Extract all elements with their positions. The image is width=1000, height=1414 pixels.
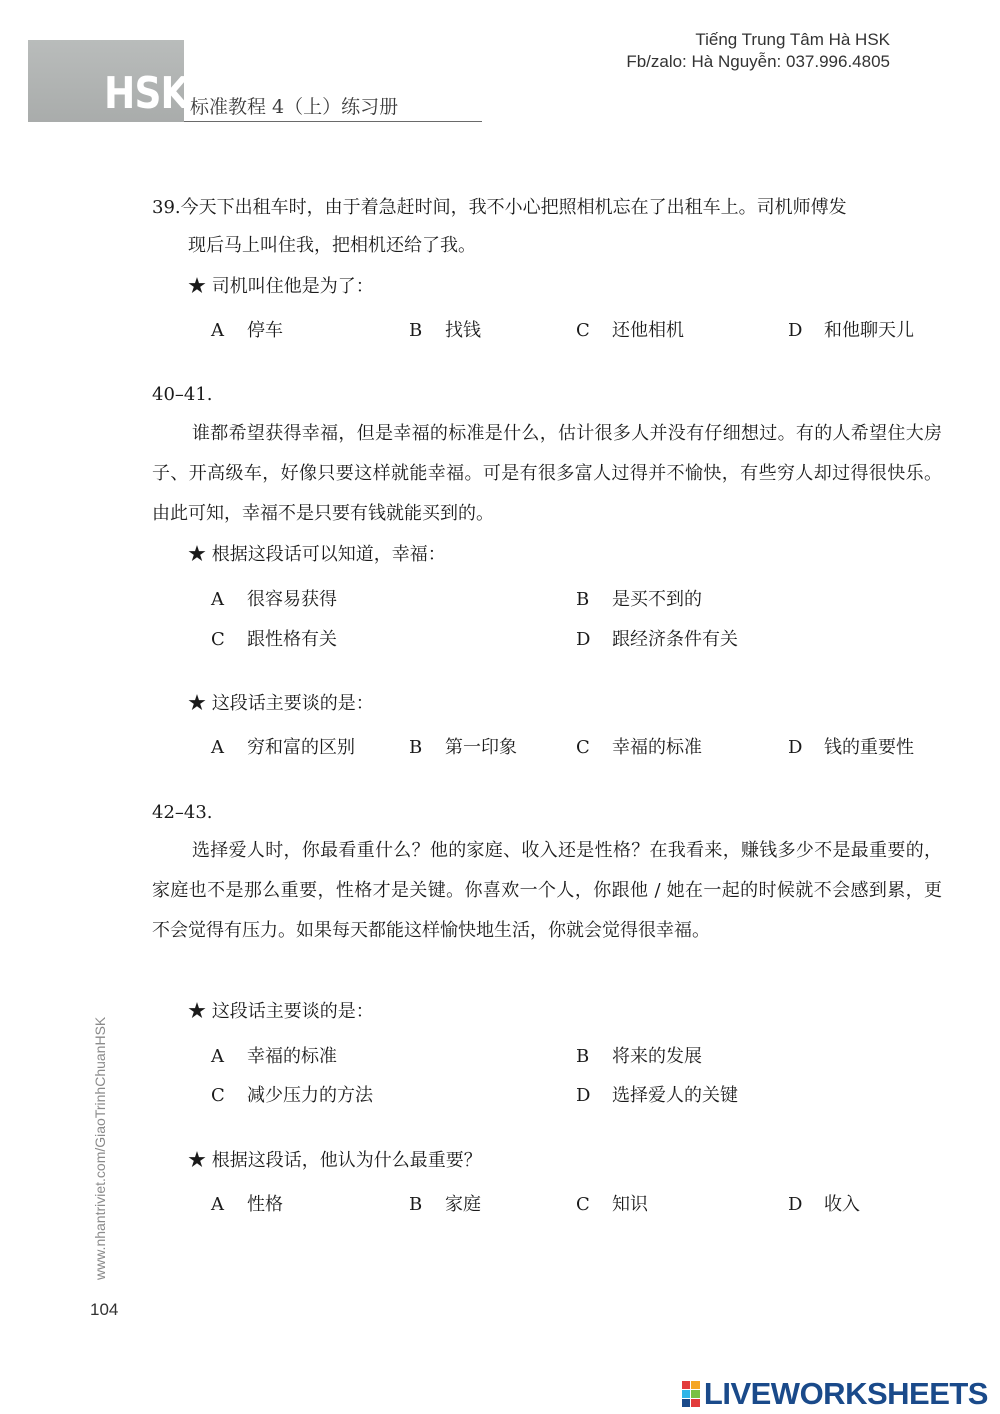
option-text: 第一印象	[445, 737, 517, 758]
q42-option-c[interactable]	[211, 1081, 373, 1107]
option-text: 性格	[247, 1194, 283, 1215]
option-letter: B	[409, 1194, 423, 1215]
option-text: 幸福的标准	[612, 737, 702, 758]
option-text: 和他聊天儿	[824, 320, 914, 341]
liveworksheets-logo-icon	[682, 1381, 700, 1407]
option-text: 找钱	[445, 320, 481, 341]
q39-number: 39.	[152, 197, 181, 218]
option-text: 知识	[612, 1194, 648, 1215]
option-letter: C	[211, 1085, 225, 1106]
q43-option-c[interactable]	[576, 1190, 648, 1216]
q40-option-c[interactable]	[211, 625, 337, 651]
hsk-logo: HSK	[104, 68, 189, 119]
q43-option-d[interactable]	[788, 1190, 860, 1216]
option-letter: B	[576, 589, 590, 610]
option-letter: A	[211, 737, 224, 758]
side-url: www.nhantriviet.com/GiaoTrinhChuanHSK	[92, 1016, 108, 1280]
q40-41-passage: 谁都希望获得幸福，但是幸福的标准是什么，估计很多人并没有仔细想过。有的人希望住大房子、开高级车，好像只要这样就能幸福。可是有很多富人过得并不愉快，有些穷人却过得很快乐。由此可知，幸福不是只要有钱就能买到的。	[152, 423, 942, 524]
option-letter: D	[788, 320, 803, 341]
option-text: 收入	[824, 1194, 860, 1215]
liveworksheets-watermark	[682, 1376, 988, 1412]
header-rule	[184, 121, 482, 122]
option-letter: C	[576, 1194, 590, 1215]
watermark-text: LIVEWORKSHEETS	[703, 1376, 988, 1411]
option-letter: A	[211, 1194, 224, 1215]
option-letter: A	[211, 320, 224, 341]
q42-question: ★ 这段话主要谈的是：	[188, 1001, 374, 1022]
option-letter: A	[211, 589, 224, 610]
option-letter: C	[576, 737, 590, 758]
q39-line1	[152, 198, 847, 218]
option-text: 家庭	[445, 1194, 481, 1215]
option-letter: B	[576, 1046, 590, 1067]
q40-question: ★ 根据这段话可以知道，幸福：	[188, 544, 446, 565]
q40-41-number: 40–41.	[152, 384, 213, 405]
q41-option-a[interactable]	[211, 733, 355, 759]
q39-option-a[interactable]	[211, 316, 283, 342]
q39-option-c[interactable]	[576, 316, 684, 342]
option-text: 很容易获得	[247, 589, 337, 610]
q42-option-d[interactable]	[576, 1081, 738, 1107]
q39-text-line2: 现后马上叫住我，把相机还给了我。	[188, 235, 476, 256]
option-text: 跟经济条件有关	[612, 629, 738, 650]
q41-option-d[interactable]	[788, 733, 914, 759]
option-letter: B	[409, 737, 423, 758]
book-title: 标准教程 4（上）练习册	[190, 96, 399, 118]
option-letter: D	[576, 629, 591, 650]
q41-option-b[interactable]	[409, 733, 517, 759]
q42-43-number: 42–43.	[152, 802, 213, 823]
option-letter: C	[576, 320, 590, 341]
option-letter: D	[788, 737, 803, 758]
q39-option-d[interactable]	[788, 316, 914, 342]
q40-option-a[interactable]	[211, 585, 337, 611]
q43-option-b[interactable]	[409, 1190, 481, 1216]
option-text: 将来的发展	[612, 1046, 702, 1067]
option-text: 停车	[247, 320, 283, 341]
brand-name: Tiếng Trung Tâm Hà HSK	[695, 30, 890, 49]
page-number: 104	[90, 1300, 119, 1319]
option-text: 穷和富的区别	[247, 737, 355, 758]
q40-option-b[interactable]	[576, 585, 702, 611]
option-text: 选择爱人的关键	[612, 1085, 738, 1106]
q42-option-b[interactable]	[576, 1042, 702, 1068]
option-text: 跟性格有关	[247, 629, 337, 650]
brand-contact: Fb/zalo: Hà Nguyễn: 037.996.4805	[626, 52, 890, 71]
option-letter: B	[409, 320, 423, 341]
q41-question: ★ 这段话主要谈的是：	[188, 693, 374, 714]
option-letter: A	[211, 1046, 224, 1067]
q43-option-a[interactable]	[211, 1190, 283, 1216]
option-text: 幸福的标准	[247, 1046, 337, 1067]
option-text: 减少压力的方法	[247, 1085, 373, 1106]
option-text: 是买不到的	[612, 589, 702, 610]
option-letter: D	[788, 1194, 803, 1215]
option-text: 钱的重要性	[824, 737, 914, 758]
option-letter: C	[211, 629, 225, 650]
q39-option-b[interactable]	[409, 316, 481, 342]
q41-option-c[interactable]	[576, 733, 702, 759]
q42-option-a[interactable]	[211, 1042, 337, 1068]
q39-question: ★ 司机叫住他是为了：	[188, 276, 374, 297]
option-text: 还他相机	[612, 320, 684, 341]
q43-question: ★ 根据这段话，他认为什么最重要？	[188, 1150, 482, 1171]
q42-43-passage: 选择爱人时，你最看重什么？他的家庭、收入还是性格？在我看来，赚钱多少不是最重要的，家庭也不是那么重要，性格才是关键。你喜欢一个人，你跟他 / 她在一起的时候就不会感到累，更不会觉得有压力。如果每天都能这样愉快地生活，你就会觉得很幸福。	[152, 840, 942, 941]
q40-option-d[interactable]	[576, 625, 738, 651]
q39-text-line1: 今天下出租车时，由于着急赶时间，我不小心把照相机忘在了出租车上。司机师傅发	[180, 197, 847, 218]
option-letter: D	[576, 1085, 591, 1106]
